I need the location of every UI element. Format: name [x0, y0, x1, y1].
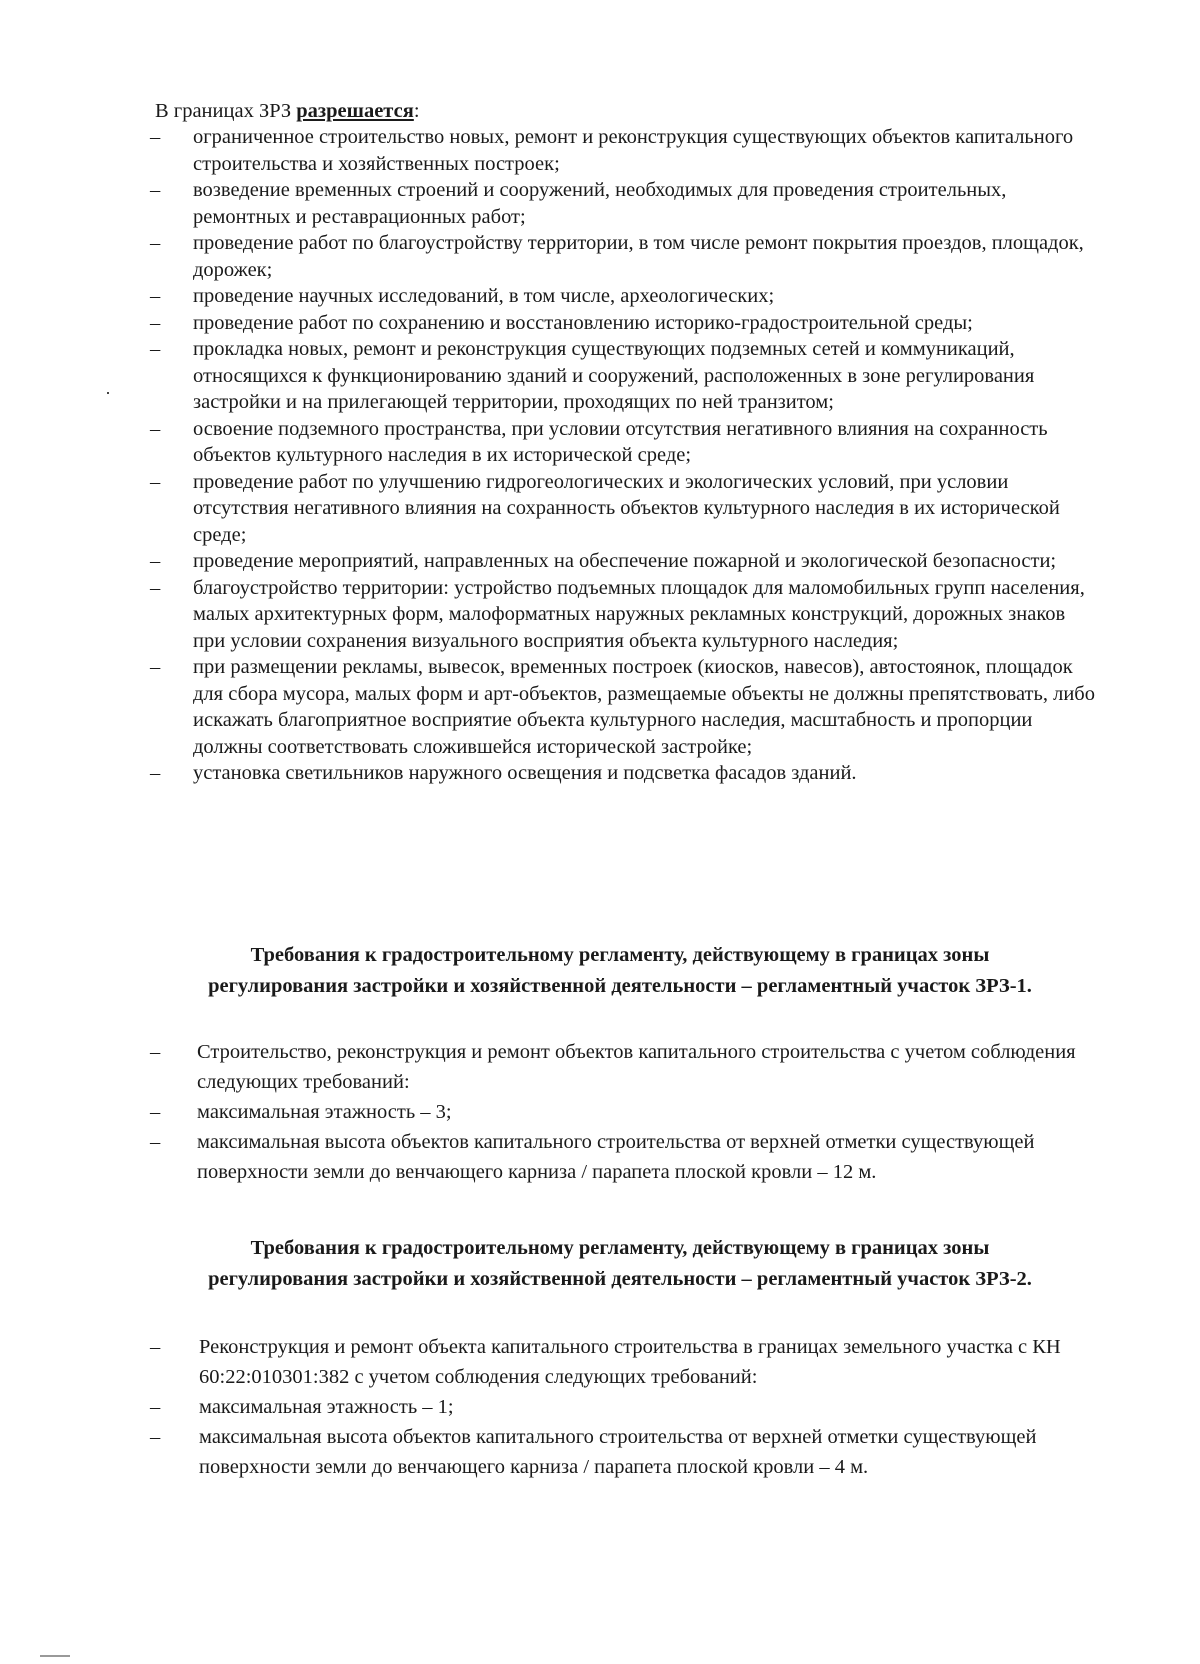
zrz1-item-text: Строительство, реконструкция и ремонт объектов капитального строительства с учетом соблюдения следующих требований:	[197, 1041, 1076, 1093]
dash-bullet: –	[150, 338, 161, 360]
permitted-item-text: проведение работ по благоустройству территории, в том числе ремонт покрытия проездов, площадок, дорожек;	[193, 232, 1084, 281]
dash-bullet: –	[150, 179, 161, 201]
dash-bullet: –	[150, 576, 161, 599]
intro-emphasis: разрешается	[296, 100, 414, 122]
permitted-item	[0, 654, 1200, 760]
dash-bullet: –	[150, 1426, 161, 1448]
zrz2-item	[0, 1332, 1200, 1392]
zrz1-item-text: максимальная высота объектов капитального строительства от верхней отметки существующей поверхности земли до венчающего карниза / парапета плоской кровли – 12 м.	[197, 1131, 1035, 1183]
permitted-item	[0, 230, 1200, 283]
zrz2-item	[0, 1422, 1200, 1482]
intro-line	[155, 98, 420, 124]
dash-bullet: –	[150, 1396, 161, 1418]
permitted-item-text: возведение временных строений и сооружений, необходимых для проведения строительных, ремонтных и реставрационных работ;	[193, 179, 1007, 228]
dash-bullet: –	[150, 470, 161, 493]
zrz2-item-text: максимальная высота объектов капитального строительства от верхней отметки существующей поверхности земли до венчающего карниза / парапета плоской кровли – 4 м.	[199, 1426, 1037, 1478]
dash-bullet: –	[150, 285, 161, 307]
permitted-item	[0, 469, 1200, 549]
permitted-item	[0, 548, 1200, 575]
dash-bullet: –	[150, 550, 161, 572]
zrz2-item-text: максимальная этажность – 1;	[199, 1396, 454, 1418]
intro-suffix: :	[413, 100, 420, 122]
permitted-item	[0, 177, 1200, 230]
zrz2-item-text: Реконструкция и ремонт объекта капитального строительства в границах земельного участка с КН 60:22:010301:382 с учетом соблюдения следующих требований:	[199, 1336, 1061, 1388]
dash-bullet: –	[150, 656, 161, 678]
zrz1-item	[0, 1097, 1200, 1127]
zrz1-item	[0, 1037, 1200, 1097]
permitted-item	[0, 416, 1200, 469]
permitted-item-text: проведение работ по сохранению и восстановлению историко-градостроительной среды;	[193, 311, 973, 334]
permitted-item-text: проведение научных исследований, в том числе, археологических;	[193, 285, 775, 307]
permitted-item	[0, 124, 1200, 177]
dash-bullet: –	[150, 762, 161, 784]
zrz1-requirements-list	[0, 1037, 1200, 1187]
dash-bullet: –	[150, 126, 161, 148]
dash-bullet: –	[150, 1041, 161, 1063]
permitted-item-text: проведение работ по улучшению гидрогеологических и экологических условий, при условии отсутствия негативного влияния на сохранность объектов культурного наследия в их исторической среде;	[193, 470, 1060, 546]
zrz1-item	[0, 1127, 1200, 1187]
permitted-item-text: прокладка новых, ремонт и реконструкция существующих подземных сетей и коммуникаций, относящихся к функционированию зданий и сооружений, расположенных в зоне регулирования застройки и на прилегающей территории, проходящих по ней транзитом;	[193, 338, 1035, 413]
dash-bullet: –	[150, 1101, 161, 1123]
permitted-item-text: при размещении рекламы, вывесок, временных построек (киосков, навесов), автостоянок, площадок для сбора мусора, малых форм и арт-объектов, размещаемые объекты не должны препятствовать, либо искажать благоприятное восприятие объекта культурного наследия, масштабность и пропорции должны соответствовать сложившейся исторической застройке;	[193, 656, 1095, 758]
permitted-item-text: благоустройство территории: устройство подъемных площадок для маломобильных групп населения, малых архитектурных форм, малоформатных наружных рекламных конструкций, дорожных знаков при условии сохранения визуального восприятия объекта культурного наследия;	[193, 576, 1085, 652]
dash-bullet: –	[150, 1336, 161, 1358]
permitted-item-text: установка светильников наружного освещения и подсветка фасадов зданий.	[193, 762, 857, 784]
permitted-item-text: ограниченное строительство новых, ремонт и реконструкция существующих объектов капитального строительства и хозяйственных построек;	[193, 126, 1074, 175]
dash-bullet: –	[150, 311, 161, 334]
permitted-item	[0, 760, 1200, 787]
scan-mark	[40, 1655, 70, 1657]
dash-bullet: –	[150, 417, 161, 440]
section-heading-zrz2: Требования к градостроительному регламенту, действующему в границах зоны регулирования застройки и хозяйственной деятельности – регламентный участок ЗРЗ-2.	[208, 1237, 1032, 1290]
section-heading-zrz1: Требования к градостроительному регламенту, действующему в границах зоны регулирования застройки и хозяйственной деятельности – регламентный участок ЗРЗ-1.	[208, 944, 1032, 997]
dash-bullet: –	[150, 1131, 161, 1153]
zrz2-item	[0, 1392, 1200, 1422]
zrz1-item-text: максимальная этажность – 3;	[197, 1101, 452, 1123]
zrz2-requirements-list	[0, 1332, 1200, 1482]
permitted-item	[0, 575, 1200, 655]
permitted-item-text: проведение мероприятий, направленных на обеспечение пожарной и экологической безопасности;	[193, 550, 1057, 572]
permitted-item	[0, 283, 1200, 310]
dash-bullet: –	[150, 232, 161, 254]
intro-prefix: В границах ЗРЗ	[155, 100, 297, 122]
permitted-item	[0, 336, 1200, 416]
permitted-list	[0, 124, 1200, 787]
permitted-item-text: освоение подземного пространства, при условии отсутствия негативного влияния на сохранность объектов культурного наследия в их исторической среде;	[193, 417, 1048, 466]
permitted-item	[0, 310, 1200, 337]
